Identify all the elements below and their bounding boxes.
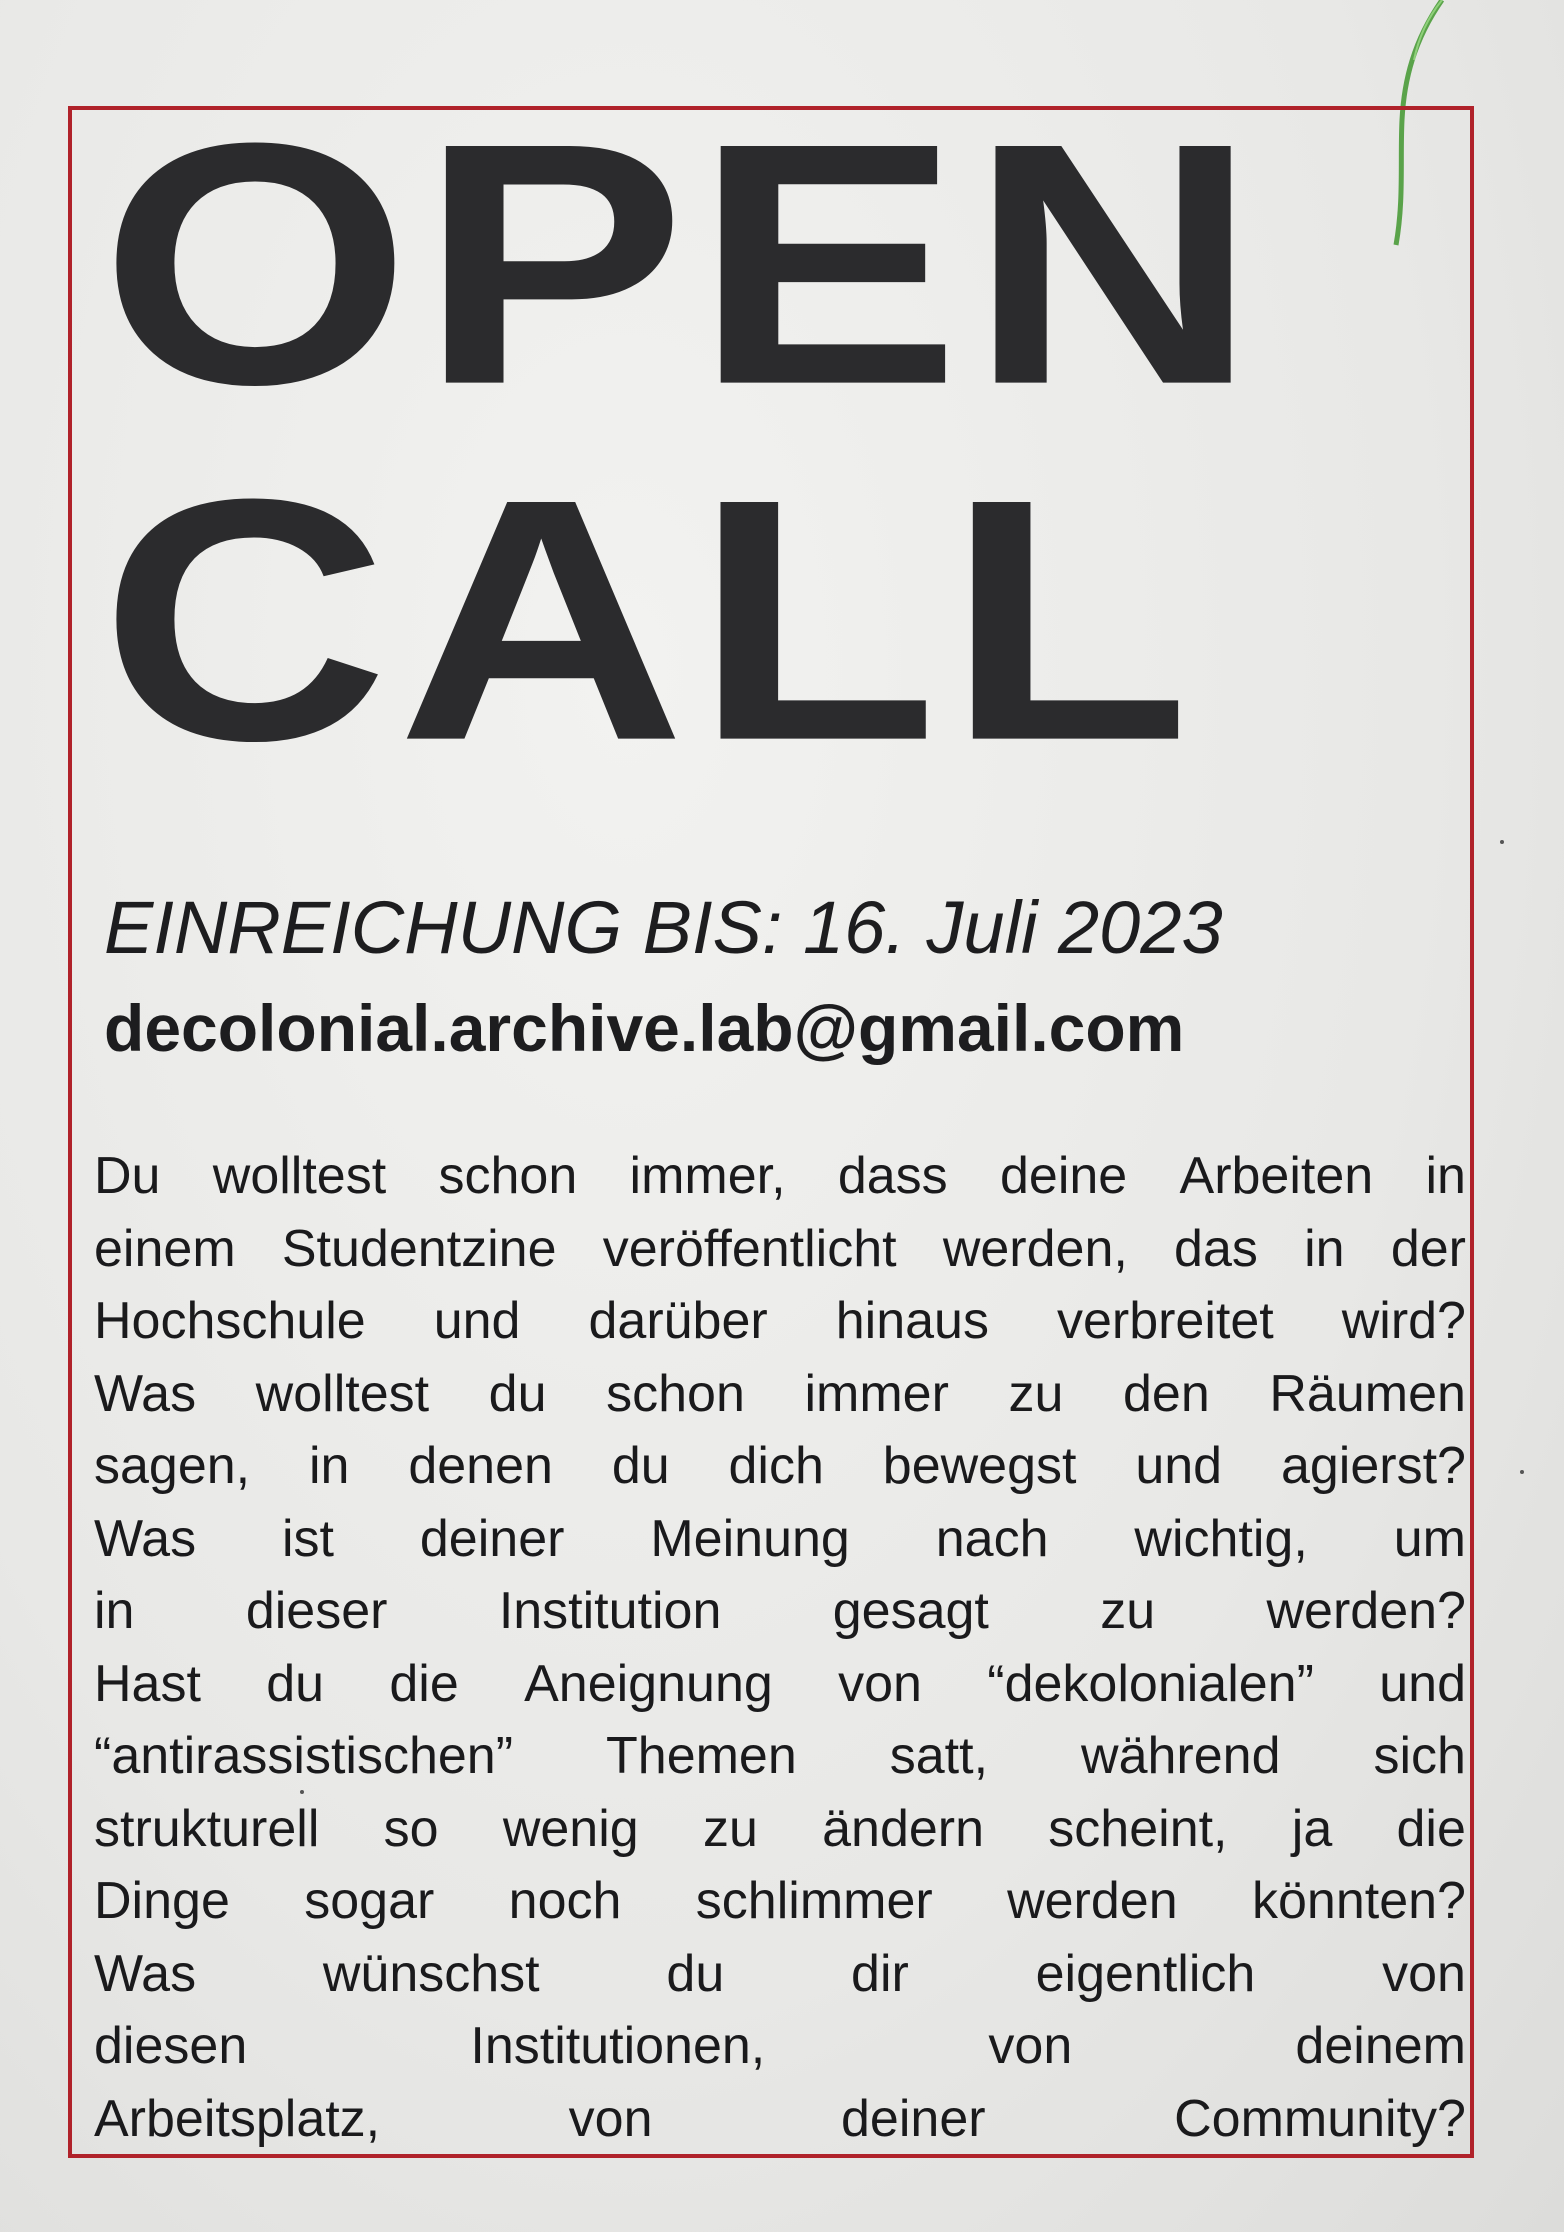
- submission-deadline: EINREICHUNG BIS: 16. Juli 2023: [104, 886, 1223, 969]
- body-line: in dieser Institution gesagt zu werden?: [94, 1582, 1466, 1640]
- body-line: Arbeitsplatz, von deiner Community?: [94, 2089, 1466, 2148]
- body-line: strukturell so wenig zu ändern scheint, ja die: [94, 1799, 1466, 1858]
- body-line: einem Studentzine veröffentlicht werden, das in der: [94, 1219, 1466, 1278]
- body-line: Dinge sogar noch schlimmer werden könnten?: [94, 1872, 1466, 1930]
- body-line: Was wünschst du dir eigentlich von: [94, 1944, 1466, 2003]
- headline-call: CALL: [100, 427, 1199, 812]
- body-paragraph: [94, 1140, 1466, 2155]
- body-line: Hast du die Aneignung von “dekolonialen” und: [94, 1654, 1466, 1713]
- body-line: Was ist deiner Meinung nach wichtig, um: [94, 1509, 1466, 1568]
- body-line: sagen, in denen du dich bewegst und agierst?: [94, 1437, 1466, 1495]
- headline-open: OPEN: [100, 71, 1266, 456]
- body-line: Hochschule und darüber hinaus verbreitet wird?: [94, 1292, 1466, 1350]
- body-line: Du wolltest schon immer, dass deine Arbeiten in: [94, 1147, 1466, 1205]
- paper-speck: [300, 1790, 304, 1794]
- body-line: “antirassistischen” Themen satt, während sich: [94, 1727, 1466, 1785]
- body-line: Was wolltest du schon immer zu den Räumen: [94, 1364, 1466, 1423]
- contact-email: decolonial.archive.lab@gmail.com: [104, 991, 1185, 1065]
- paper-speck: [1500, 840, 1504, 844]
- paper-speck: [1520, 1470, 1524, 1474]
- body-line: diesen Institutionen, von deinem: [94, 2017, 1466, 2075]
